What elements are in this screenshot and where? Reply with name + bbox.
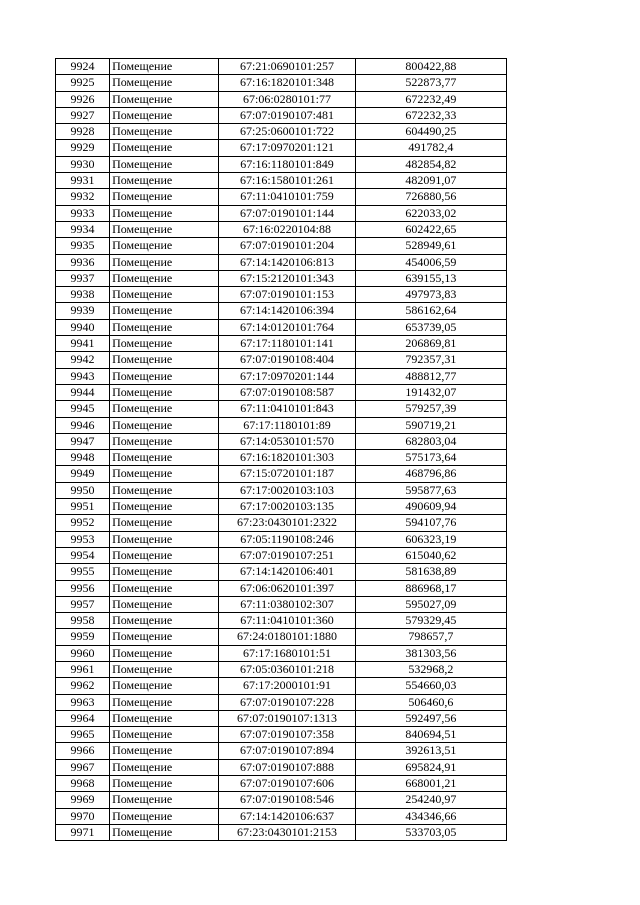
table-row xyxy=(56,303,507,319)
table-row xyxy=(56,336,507,352)
table-row xyxy=(56,792,507,808)
cadastral-number-cell: 67:16:1820101:303 xyxy=(219,450,355,466)
row-number-cell: 9938 xyxy=(56,287,110,303)
cadastral-number-cell: 67:07:0190107:228 xyxy=(219,694,355,710)
cadastral-number-cell: 67:16:1580101:261 xyxy=(219,173,355,189)
table-body xyxy=(56,59,507,841)
cadastral-value-cell: 672232,33 xyxy=(355,107,506,123)
table-row xyxy=(56,678,507,694)
table-row xyxy=(56,433,507,449)
row-number-cell: 9941 xyxy=(56,336,110,352)
cadastral-value-cell: 590719,21 xyxy=(355,417,506,433)
object-type-cell: Помещение xyxy=(110,205,219,221)
cadastral-value-cell: 575173,64 xyxy=(355,450,506,466)
table-row xyxy=(56,499,507,515)
cadastral-value-cell: 606323,19 xyxy=(355,531,506,547)
object-type-cell: Помещение xyxy=(110,661,219,677)
table-row xyxy=(56,466,507,482)
cadastral-value-cell: 668001,21 xyxy=(355,776,506,792)
row-number-cell: 9925 xyxy=(56,75,110,91)
cadastral-number-cell: 67:07:0190107:251 xyxy=(219,547,355,563)
cadastral-value-cell: 653739,05 xyxy=(355,319,506,335)
cadastral-value-cell: 491782,4 xyxy=(355,140,506,156)
row-number-cell: 9947 xyxy=(56,433,110,449)
cadastral-value-cell: 672232,49 xyxy=(355,91,506,107)
cadastral-value-cell: 434346,66 xyxy=(355,808,506,824)
object-type-cell: Помещение xyxy=(110,417,219,433)
row-number-cell: 9964 xyxy=(56,710,110,726)
row-number-cell: 9967 xyxy=(56,759,110,775)
cadastral-value-cell: 506460,6 xyxy=(355,694,506,710)
cadastral-number-cell: 67:05:1190108:246 xyxy=(219,531,355,547)
object-type-cell: Помещение xyxy=(110,759,219,775)
cadastral-value-cell: 532968,2 xyxy=(355,661,506,677)
object-type-cell: Помещение xyxy=(110,287,219,303)
cadastral-value-cell: 581638,89 xyxy=(355,564,506,580)
table-row xyxy=(56,91,507,107)
row-number-cell: 9966 xyxy=(56,743,110,759)
cadastral-number-cell: 67:07:0190108:546 xyxy=(219,792,355,808)
object-type-cell: Помещение xyxy=(110,808,219,824)
table-row xyxy=(56,140,507,156)
object-type-cell: Помещение xyxy=(110,515,219,531)
cadastral-number-cell: 67:17:1680101:51 xyxy=(219,645,355,661)
object-type-cell: Помещение xyxy=(110,564,219,580)
object-type-cell: Помещение xyxy=(110,254,219,270)
object-type-cell: Помещение xyxy=(110,450,219,466)
row-number-cell: 9954 xyxy=(56,547,110,563)
row-number-cell: 9940 xyxy=(56,319,110,335)
cadastral-value-cell: 579257,39 xyxy=(355,401,506,417)
cadastral-number-cell: 67:11:0410101:360 xyxy=(219,613,355,629)
object-type-cell: Помещение xyxy=(110,547,219,563)
table-row xyxy=(56,173,507,189)
cadastral-number-cell: 67:14:1420106:401 xyxy=(219,564,355,580)
object-type-cell: Помещение xyxy=(110,303,219,319)
table-row xyxy=(56,189,507,205)
cadastral-value-cell: 533703,05 xyxy=(355,824,506,840)
cadastral-value-cell: 254240,97 xyxy=(355,792,506,808)
row-number-cell: 9963 xyxy=(56,694,110,710)
row-number-cell: 9962 xyxy=(56,678,110,694)
cadastral-value-cell: 454006,59 xyxy=(355,254,506,270)
table-row xyxy=(56,205,507,221)
object-type-cell: Помещение xyxy=(110,140,219,156)
object-type-cell: Помещение xyxy=(110,319,219,335)
object-type-cell: Помещение xyxy=(110,743,219,759)
cadastral-number-cell: 67:06:0620101:397 xyxy=(219,580,355,596)
cadastral-number-cell: 67:16:1180101:849 xyxy=(219,156,355,172)
cadastral-number-cell: 67:23:0430101:2153 xyxy=(219,824,355,840)
row-number-cell: 9968 xyxy=(56,776,110,792)
object-type-cell: Помещение xyxy=(110,384,219,400)
row-number-cell: 9927 xyxy=(56,107,110,123)
object-type-cell: Помещение xyxy=(110,433,219,449)
cadastral-value-cell: 800422,88 xyxy=(355,59,506,75)
cadastral-number-cell: 67:17:0020103:135 xyxy=(219,499,355,515)
table-row xyxy=(56,401,507,417)
object-type-cell: Помещение xyxy=(110,238,219,254)
cadastral-number-cell: 67:23:0430101:2322 xyxy=(219,515,355,531)
row-number-cell: 9935 xyxy=(56,238,110,254)
object-type-cell: Помещение xyxy=(110,629,219,645)
object-type-cell: Помещение xyxy=(110,91,219,107)
row-number-cell: 9934 xyxy=(56,221,110,237)
cadastral-number-cell: 67:17:1180101:141 xyxy=(219,336,355,352)
cadastral-value-cell: 594107,76 xyxy=(355,515,506,531)
object-type-cell: Помещение xyxy=(110,466,219,482)
cadastral-value-cell: 592497,56 xyxy=(355,710,506,726)
object-type-cell: Помещение xyxy=(110,221,219,237)
row-number-cell: 9932 xyxy=(56,189,110,205)
cadastral-number-cell: 67:14:1420106:637 xyxy=(219,808,355,824)
row-number-cell: 9952 xyxy=(56,515,110,531)
object-type-cell: Помещение xyxy=(110,368,219,384)
object-type-cell: Помещение xyxy=(110,596,219,612)
table-row xyxy=(56,694,507,710)
cadastral-number-cell: 67:11:0380102:307 xyxy=(219,596,355,612)
cadastral-value-table xyxy=(55,58,507,841)
object-type-cell: Помещение xyxy=(110,156,219,172)
object-type-cell: Помещение xyxy=(110,75,219,91)
cadastral-value-cell: 639155,13 xyxy=(355,270,506,286)
row-number-cell: 9933 xyxy=(56,205,110,221)
cadastral-number-cell: 67:14:1420106:813 xyxy=(219,254,355,270)
cadastral-value-cell: 579329,45 xyxy=(355,613,506,629)
cadastral-number-cell: 67:14:0120101:764 xyxy=(219,319,355,335)
object-type-cell: Помещение xyxy=(110,792,219,808)
table-row xyxy=(56,75,507,91)
object-type-cell: Помещение xyxy=(110,189,219,205)
table-row xyxy=(56,238,507,254)
object-type-cell: Помещение xyxy=(110,352,219,368)
table-row xyxy=(56,124,507,140)
table-row xyxy=(56,368,507,384)
row-number-cell: 9957 xyxy=(56,596,110,612)
table-row xyxy=(56,547,507,563)
table-row xyxy=(56,645,507,661)
table-row xyxy=(56,661,507,677)
row-number-cell: 9971 xyxy=(56,824,110,840)
cadastral-number-cell: 67:14:1420106:394 xyxy=(219,303,355,319)
cadastral-value-cell: 468796,86 xyxy=(355,466,506,482)
cadastral-number-cell: 67:07:0190107:1313 xyxy=(219,710,355,726)
object-type-cell: Помещение xyxy=(110,694,219,710)
row-number-cell: 9946 xyxy=(56,417,110,433)
cadastral-number-cell: 67:07:0190107:481 xyxy=(219,107,355,123)
cadastral-value-cell: 840694,51 xyxy=(355,727,506,743)
cadastral-value-cell: 604490,25 xyxy=(355,124,506,140)
cadastral-value-cell: 586162,64 xyxy=(355,303,506,319)
table-row xyxy=(56,352,507,368)
object-type-cell: Помещение xyxy=(110,531,219,547)
row-number-cell: 9939 xyxy=(56,303,110,319)
row-number-cell: 9955 xyxy=(56,564,110,580)
object-type-cell: Помещение xyxy=(110,710,219,726)
cadastral-value-cell: 488812,77 xyxy=(355,368,506,384)
cadastral-value-cell: 522873,77 xyxy=(355,75,506,91)
object-type-cell: Помещение xyxy=(110,499,219,515)
row-number-cell: 9948 xyxy=(56,450,110,466)
cadastral-value-cell: 602422,65 xyxy=(355,221,506,237)
table-row xyxy=(56,776,507,792)
row-number-cell: 9924 xyxy=(56,59,110,75)
cadastral-value-cell: 622033,02 xyxy=(355,205,506,221)
object-type-cell: Помещение xyxy=(110,336,219,352)
object-type-cell: Помещение xyxy=(110,270,219,286)
table-row xyxy=(56,613,507,629)
row-number-cell: 9930 xyxy=(56,156,110,172)
cadastral-number-cell: 67:07:0190107:894 xyxy=(219,743,355,759)
row-number-cell: 9943 xyxy=(56,368,110,384)
cadastral-number-cell: 67:11:0410101:759 xyxy=(219,189,355,205)
cadastral-value-cell: 595027,09 xyxy=(355,596,506,612)
cadastral-number-cell: 67:07:0190101:204 xyxy=(219,238,355,254)
cadastral-value-cell: 206869,81 xyxy=(355,336,506,352)
cadastral-number-cell: 67:07:0190101:153 xyxy=(219,287,355,303)
cadastral-value-cell: 726880,56 xyxy=(355,189,506,205)
object-type-cell: Помещение xyxy=(110,107,219,123)
cadastral-number-cell: 67:07:0190108:587 xyxy=(219,384,355,400)
object-type-cell: Помещение xyxy=(110,613,219,629)
table-row xyxy=(56,450,507,466)
cadastral-value-cell: 490609,94 xyxy=(355,499,506,515)
table-row xyxy=(56,759,507,775)
cadastral-value-cell: 595877,63 xyxy=(355,482,506,498)
cadastral-number-cell: 67:21:0690101:257 xyxy=(219,59,355,75)
cadastral-number-cell: 67:16:1820101:348 xyxy=(219,75,355,91)
cadastral-number-cell: 67:24:0180101:1880 xyxy=(219,629,355,645)
cadastral-value-cell: 886968,17 xyxy=(355,580,506,596)
object-type-cell: Помещение xyxy=(110,124,219,140)
row-number-cell: 9951 xyxy=(56,499,110,515)
cadastral-number-cell: 67:25:0600101:722 xyxy=(219,124,355,140)
row-number-cell: 9961 xyxy=(56,661,110,677)
object-type-cell: Помещение xyxy=(110,401,219,417)
cadastral-number-cell: 67:07:0190107:606 xyxy=(219,776,355,792)
cadastral-number-cell: 67:16:0220104:88 xyxy=(219,221,355,237)
cadastral-number-cell: 67:15:2120101:343 xyxy=(219,270,355,286)
row-number-cell: 9965 xyxy=(56,727,110,743)
row-number-cell: 9937 xyxy=(56,270,110,286)
table-row xyxy=(56,564,507,580)
cadastral-value-cell: 554660,03 xyxy=(355,678,506,694)
cadastral-number-cell: 67:17:0970201:144 xyxy=(219,368,355,384)
table-row xyxy=(56,515,507,531)
row-number-cell: 9960 xyxy=(56,645,110,661)
row-number-cell: 9949 xyxy=(56,466,110,482)
cadastral-value-cell: 482091,07 xyxy=(355,173,506,189)
table-row xyxy=(56,710,507,726)
cadastral-value-cell: 381303,56 xyxy=(355,645,506,661)
table-row xyxy=(56,629,507,645)
table-row xyxy=(56,482,507,498)
cadastral-value-cell: 792357,31 xyxy=(355,352,506,368)
cadastral-value-cell: 528949,61 xyxy=(355,238,506,254)
cadastral-value-cell: 191432,07 xyxy=(355,384,506,400)
table-row xyxy=(56,808,507,824)
table-row xyxy=(56,824,507,840)
table-row xyxy=(56,531,507,547)
table-row xyxy=(56,287,507,303)
cadastral-value-cell: 497973,83 xyxy=(355,287,506,303)
row-number-cell: 9931 xyxy=(56,173,110,189)
row-number-cell: 9950 xyxy=(56,482,110,498)
row-number-cell: 9959 xyxy=(56,629,110,645)
cadastral-number-cell: 67:14:0530101:570 xyxy=(219,433,355,449)
table-row xyxy=(56,417,507,433)
cadastral-number-cell: 67:07:0190108:404 xyxy=(219,352,355,368)
cadastral-number-cell: 67:17:0970201:121 xyxy=(219,140,355,156)
cadastral-number-cell: 67:05:0360101:218 xyxy=(219,661,355,677)
table-row xyxy=(56,107,507,123)
row-number-cell: 9944 xyxy=(56,384,110,400)
cadastral-value-cell: 695824,91 xyxy=(355,759,506,775)
table-row xyxy=(56,254,507,270)
object-type-cell: Помещение xyxy=(110,727,219,743)
row-number-cell: 9926 xyxy=(56,91,110,107)
cadastral-number-cell: 67:07:0190107:358 xyxy=(219,727,355,743)
table-row xyxy=(56,580,507,596)
cadastral-number-cell: 67:07:0190107:888 xyxy=(219,759,355,775)
table-row xyxy=(56,384,507,400)
row-number-cell: 9969 xyxy=(56,792,110,808)
object-type-cell: Помещение xyxy=(110,645,219,661)
table-row xyxy=(56,59,507,75)
table-row xyxy=(56,319,507,335)
cadastral-value-cell: 482854,82 xyxy=(355,156,506,172)
row-number-cell: 9928 xyxy=(56,124,110,140)
object-type-cell: Помещение xyxy=(110,776,219,792)
table-row xyxy=(56,270,507,286)
cadastral-number-cell: 67:17:0020103:103 xyxy=(219,482,355,498)
row-number-cell: 9970 xyxy=(56,808,110,824)
object-type-cell: Помещение xyxy=(110,824,219,840)
row-number-cell: 9936 xyxy=(56,254,110,270)
row-number-cell: 9929 xyxy=(56,140,110,156)
table-row xyxy=(56,727,507,743)
row-number-cell: 9956 xyxy=(56,580,110,596)
cadastral-number-cell: 67:11:0410101:843 xyxy=(219,401,355,417)
cadastral-number-cell: 67:17:2000101:91 xyxy=(219,678,355,694)
cadastral-value-cell: 615040,62 xyxy=(355,547,506,563)
object-type-cell: Помещение xyxy=(110,173,219,189)
table-row xyxy=(56,156,507,172)
table-row xyxy=(56,743,507,759)
object-type-cell: Помещение xyxy=(110,59,219,75)
row-number-cell: 9958 xyxy=(56,613,110,629)
cadastral-number-cell: 67:07:0190101:144 xyxy=(219,205,355,221)
cadastral-value-cell: 392613,51 xyxy=(355,743,506,759)
table-row xyxy=(56,596,507,612)
object-type-cell: Помещение xyxy=(110,678,219,694)
table-row xyxy=(56,221,507,237)
row-number-cell: 9942 xyxy=(56,352,110,368)
cadastral-value-cell: 798657,7 xyxy=(355,629,506,645)
cadastral-number-cell: 67:06:0280101:77 xyxy=(219,91,355,107)
row-number-cell: 9953 xyxy=(56,531,110,547)
object-type-cell: Помещение xyxy=(110,580,219,596)
cadastral-number-cell: 67:15:0720101:187 xyxy=(219,466,355,482)
row-number-cell: 9945 xyxy=(56,401,110,417)
object-type-cell: Помещение xyxy=(110,482,219,498)
cadastral-number-cell: 67:17:1180101:89 xyxy=(219,417,355,433)
cadastral-value-cell: 682803,04 xyxy=(355,433,506,449)
